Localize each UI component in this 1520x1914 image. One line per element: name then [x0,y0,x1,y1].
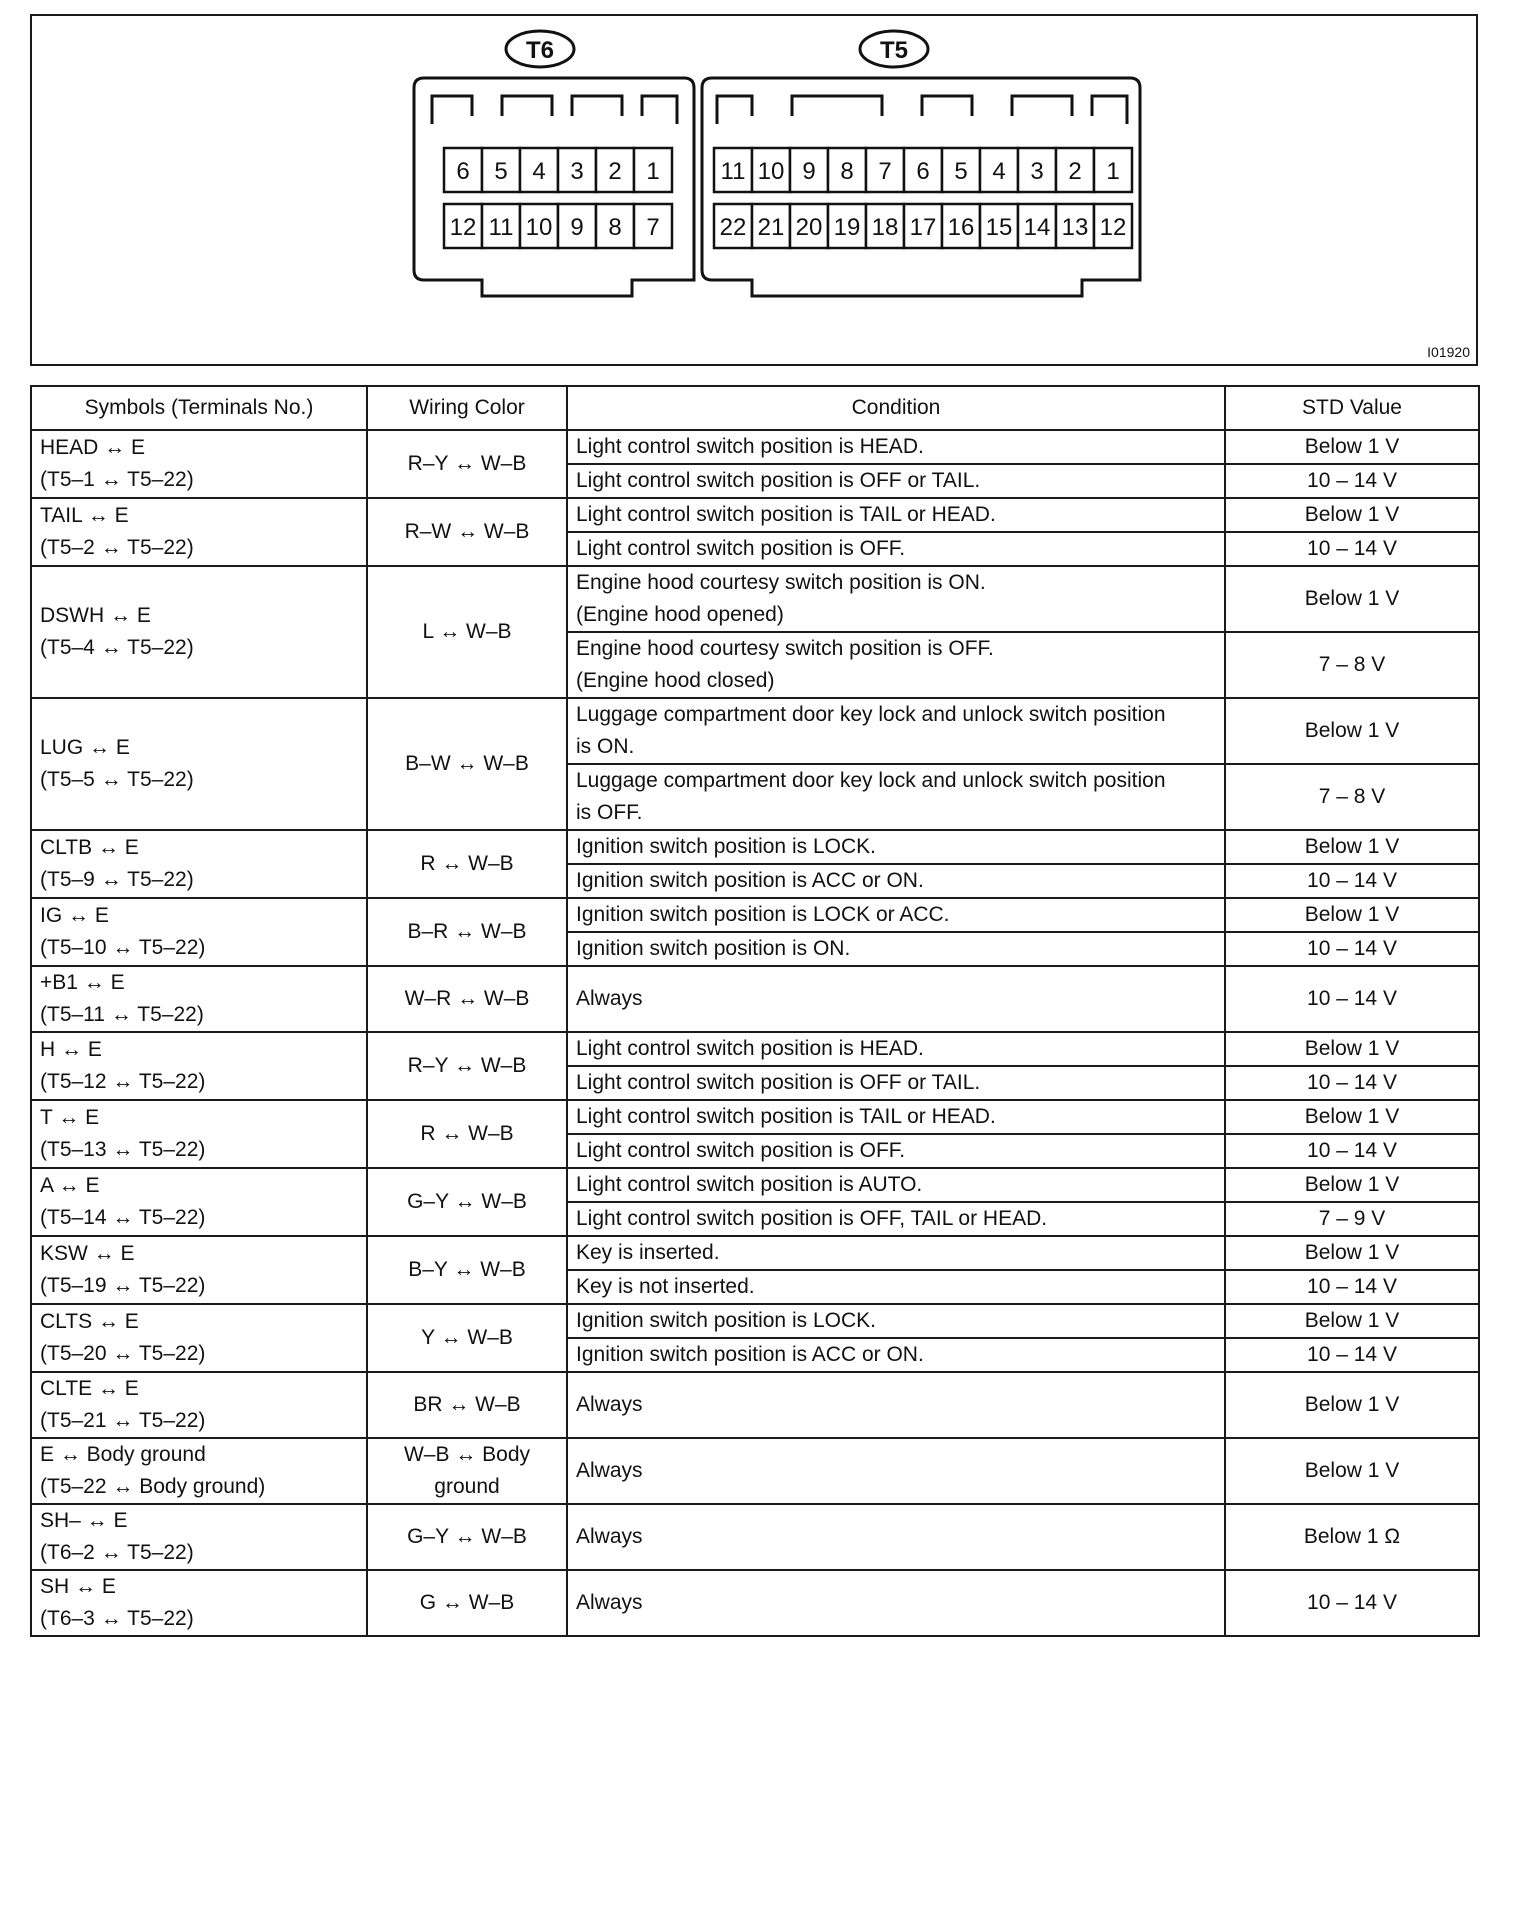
condition-text: Light control switch position is TAIL or HEAD. [576,1105,996,1128]
wiring-color: R–Y ↔ W–B [407,1054,527,1077]
symbol-name: KSW ↔ E [40,1242,135,1265]
symbol-cell [31,698,367,830]
t6-top-pin-number: 4 [532,158,546,185]
t5-top-pin-number: 6 [916,158,930,185]
condition-text-line2: (Engine hood closed) [576,669,775,692]
condition-text: Always [576,1393,643,1416]
table-row [31,698,1479,764]
symbol-name: TAIL ↔ E [40,504,129,527]
symbol-cell [31,1168,367,1236]
symbol-name: LUG ↔ E [40,736,130,759]
condition-cell [567,864,1225,898]
condition-text: Ignition switch position is ACC or ON. [576,1343,924,1366]
symbol-cell [31,1438,367,1504]
std-value: 10 – 14 V [1307,1343,1397,1366]
table-row [31,830,1479,864]
symbol-cell [31,1304,367,1372]
terminal-value-table [30,385,1480,1637]
condition-text: Light control switch position is HEAD. [576,1037,924,1060]
condition-cell [567,830,1225,864]
condition-cell [567,966,1225,1032]
wiring-color: W–R ↔ W–B [404,987,530,1010]
condition-cell [567,1100,1225,1134]
t5-bottom-pin-number: 22 [719,214,747,241]
figure-id: I01920 [1427,344,1470,360]
wiring-color-cell [367,430,567,498]
std-value: 10 – 14 V [1307,987,1397,1010]
t5-top-pin-number: 9 [802,158,816,185]
t5-bottom-pin-number: 21 [757,214,785,241]
std-value: 7 – 9 V [1318,1207,1386,1230]
std-value-cell [1225,1100,1479,1134]
t5-top-pin-number: 5 [954,158,968,185]
wiring-color: G ↔ W–B [419,1591,515,1614]
wiring-color: B–W ↔ W–B [405,752,529,775]
std-value-cell [1225,1134,1479,1168]
t5-top-pin-number: 7 [878,158,892,185]
table-header-row [31,386,1479,430]
condition-cell [567,464,1225,498]
std-value-cell [1225,464,1479,498]
symbol-cell [31,830,367,898]
table-row [31,1570,1479,1636]
condition-cell [567,632,1225,698]
wiring-color-cell [367,898,567,966]
condition-text: Always [576,1591,643,1614]
std-value-cell [1225,1236,1479,1270]
wiring-color-cell [367,1100,567,1168]
wiring-color: BR ↔ W–B [413,1393,521,1416]
terminal-numbers: (T5–11 ↔ T5–22) [40,1003,204,1026]
t5-latches [717,96,1127,124]
condition-cell [567,1438,1225,1504]
t6-top-pin-number: 3 [570,158,584,185]
t5-top-pin-number: 1 [1106,158,1120,185]
wiring-color-cell [367,1438,567,1504]
condition-cell [567,764,1225,830]
condition-text: Ignition switch position is LOCK. [576,835,876,858]
connector-diagram [30,14,1478,366]
wiring-color-cell [367,966,567,1032]
condition-text: Light control switch position is TAIL or HEAD. [576,503,996,526]
condition-text: Light control switch position is HEAD. [576,435,924,458]
condition-cell [567,898,1225,932]
std-value: 10 – 14 V [1307,1071,1397,1094]
condition-cell [567,932,1225,966]
t5-bottom-pin-number: 19 [833,214,861,241]
condition-text: Light control switch position is OFF or TAIL. [576,469,981,492]
t6-top-pin-number: 5 [494,158,508,185]
std-value-cell [1225,1570,1479,1636]
condition-cell [567,1570,1225,1636]
t5-bottom-pin-number: 18 [871,214,899,241]
std-value-cell [1225,632,1479,698]
symbol-cell [31,966,367,1032]
terminal-numbers: (T5–21 ↔ T5–22) [40,1409,206,1432]
std-value: Below 1 V [1304,1105,1400,1128]
wiring-color: G–Y ↔ W–B [407,1190,527,1213]
wiring-color-cell [367,1504,567,1570]
condition-text-line2: (Engine hood opened) [576,603,784,626]
condition-text: Light control switch position is OFF, TAIL or HEAD. [576,1207,1048,1230]
std-value: 10 – 14 V [1307,537,1397,560]
condition-text: Key is inserted. [576,1241,720,1264]
wiring-color-cell [367,1570,567,1636]
symbol-cell [31,1570,367,1636]
wiring-color: R–W ↔ W–B [404,520,530,543]
condition-text: Engine hood courtesy switch position is ON. [576,571,986,594]
condition-cell [567,498,1225,532]
std-value: Below 1 V [1304,587,1400,610]
terminal-numbers: (T5–20 ↔ T5–22) [40,1342,206,1365]
t5-top-pin-number: 4 [992,158,1006,185]
wiring-color-cell [367,1236,567,1304]
connector-drawing [32,16,1476,364]
wiring-color-line2: ground [434,1475,500,1498]
std-value: Below 1 V [1304,903,1400,926]
condition-text: Light control switch position is AUTO. [576,1173,923,1196]
std-value-cell [1225,864,1479,898]
condition-text: Light control switch position is OFF. [576,1139,906,1162]
header-wiring-color: Wiring Color [367,386,567,430]
condition-text-line2: is ON. [576,735,635,758]
std-value: 10 – 14 V [1307,869,1397,892]
terminal-numbers: (T5–9 ↔ T5–22) [40,868,194,891]
std-value: Below 1 V [1304,719,1400,742]
std-value-cell [1225,1504,1479,1570]
table-row [31,1100,1479,1134]
table-row [31,498,1479,532]
condition-cell [567,698,1225,764]
std-value-cell [1225,1032,1479,1066]
std-value-cell [1225,1338,1479,1372]
t6-latches [432,96,677,124]
symbol-name: SH– ↔ E [40,1509,128,1532]
table-row [31,1168,1479,1202]
condition-cell [567,1372,1225,1438]
std-value-cell [1225,1372,1479,1438]
condition-cell [567,1338,1225,1372]
condition-cell [567,1032,1225,1066]
t6-label: T6 [525,37,555,64]
symbol-cell [31,430,367,498]
table-row [31,1372,1479,1438]
t5-top-pin-number: 10 [757,158,785,185]
table-row [31,966,1479,1032]
table-row [31,1438,1479,1504]
header-symbols: Symbols (Terminals No.) [31,386,367,430]
std-value: Below 1 V [1304,1393,1400,1416]
t6-bottom-pin-number: 10 [525,214,553,241]
symbol-name: CLTS ↔ E [40,1310,139,1333]
std-value: Below 1 V [1304,435,1400,458]
condition-cell [567,1134,1225,1168]
t5-bottom-pin-number: 17 [909,214,937,241]
symbol-cell [31,566,367,698]
table-row [31,430,1479,464]
wiring-color: R–Y ↔ W–B [407,452,527,475]
std-value: 10 – 14 V [1307,469,1397,492]
t6-top-pin-number: 2 [608,158,622,185]
std-value-cell [1225,498,1479,532]
condition-cell [567,1304,1225,1338]
condition-text: Ignition switch position is ACC or ON. [576,869,924,892]
symbol-name: IG ↔ E [40,904,109,927]
terminal-numbers: (T6–3 ↔ T5–22) [40,1607,194,1630]
symbol-name: A ↔ E [40,1174,100,1197]
table-body [31,430,1479,1636]
terminal-numbers: (T5–4 ↔ T5–22) [40,636,194,659]
std-value-cell [1225,1168,1479,1202]
symbol-name: +B1 ↔ E [40,971,125,994]
symbol-cell [31,1032,367,1100]
table-row [31,566,1479,632]
std-value: 7 – 8 V [1318,653,1386,676]
wiring-color: R ↔ W–B [420,1122,514,1145]
condition-text: Ignition switch position is LOCK or ACC. [576,903,950,926]
symbol-name: CLTE ↔ E [40,1377,139,1400]
wiring-color: Y ↔ W–B [421,1326,513,1349]
condition-cell [567,1236,1225,1270]
t5-bottom-pin-number: 14 [1023,214,1051,241]
std-value-cell [1225,1270,1479,1304]
std-value-cell [1225,1304,1479,1338]
t6-bottom-pin-number: 11 [488,214,514,241]
std-value-cell [1225,698,1479,764]
condition-cell [567,532,1225,566]
wiring-color: B–Y ↔ W–B [408,1258,526,1281]
std-value: Below 1 V [1304,835,1400,858]
t5-bottom-pin-number: 16 [947,214,975,241]
condition-text: Light control switch position is OFF or TAIL. [576,1071,981,1094]
condition-text: Key is not inserted. [576,1275,755,1298]
terminal-numbers: (T5–10 ↔ T5–22) [40,936,206,959]
condition-cell [567,1504,1225,1570]
symbol-name: SH ↔ E [40,1575,116,1598]
std-value: 10 – 14 V [1307,1275,1397,1298]
wiring-color-cell [367,698,567,830]
std-value: Below 1 V [1304,503,1400,526]
condition-cell [567,1168,1225,1202]
condition-text: Ignition switch position is LOCK. [576,1309,876,1332]
symbol-cell [31,1236,367,1304]
condition-text: Luggage compartment door key lock and unlock switch position [576,703,1166,726]
t6-bottom-pin-number: 7 [646,214,660,241]
symbol-cell [31,1100,367,1168]
std-value: Below 1 V [1304,1241,1400,1264]
std-value: 10 – 14 V [1307,1139,1397,1162]
terminal-numbers: (T5–22 ↔ Body ground) [40,1475,266,1498]
symbol-name: HEAD ↔ E [40,436,146,459]
std-value: Below 1 V [1304,1173,1400,1196]
t5-top-pin-number: 8 [840,158,854,185]
wiring-color-cell [367,1032,567,1100]
std-value-cell [1225,1202,1479,1236]
std-value-cell [1225,898,1479,932]
t5-label: T5 [879,37,909,64]
wiring-color-cell [367,1304,567,1372]
wiring-color-cell [367,830,567,898]
condition-cell [567,1202,1225,1236]
condition-text: Always [576,987,643,1010]
std-value: 10 – 14 V [1307,937,1397,960]
t5-top-pin-number: 11 [720,158,746,185]
std-value-cell [1225,1438,1479,1504]
t5-bottom-pin-number: 20 [795,214,823,241]
std-value-cell [1225,430,1479,464]
wiring-color-cell [367,498,567,566]
std-value-cell [1225,830,1479,864]
symbol-name: CLTB ↔ E [40,836,139,859]
table-row [31,1032,1479,1066]
condition-cell [567,566,1225,632]
table-row [31,1504,1479,1570]
table-row [31,898,1479,932]
condition-cell [567,430,1225,464]
condition-text: Engine hood courtesy switch position is OFF. [576,637,994,660]
wiring-color: B–R ↔ W–B [407,920,527,943]
condition-text: Luggage compartment door key lock and unlock switch position [576,769,1166,792]
symbol-cell [31,898,367,966]
terminal-numbers: (T5–2 ↔ T5–22) [40,536,194,559]
t6-bottom-pin-number: 9 [570,214,584,241]
t5-bottom-pin-number: 12 [1099,214,1127,241]
symbol-cell [31,1372,367,1438]
t5-top-pin-number: 3 [1030,158,1044,185]
t6-top-pin-number: 6 [456,158,470,185]
std-value-cell [1225,532,1479,566]
terminal-numbers: (T6–2 ↔ T5–22) [40,1541,194,1564]
std-value: Below 1 Ω [1303,1525,1401,1548]
terminal-numbers: (T5–14 ↔ T5–22) [40,1206,206,1229]
table-row [31,1304,1479,1338]
symbol-cell [31,1504,367,1570]
terminal-numbers: (T5–1 ↔ T5–22) [40,468,194,491]
condition-text: Light control switch position is OFF. [576,537,906,560]
wiring-color: L ↔ W–B [422,620,512,643]
condition-text: Ignition switch position is ON. [576,937,851,960]
terminal-numbers: (T5–5 ↔ T5–22) [40,768,194,791]
wiring-color-cell [367,1168,567,1236]
std-value: Below 1 V [1304,1309,1400,1332]
wiring-color: G–Y ↔ W–B [407,1525,527,1548]
condition-text: Always [576,1525,643,1548]
symbol-name: E ↔ Body ground [40,1443,206,1466]
std-value-cell [1225,566,1479,632]
t6-bottom-pin-number: 12 [449,214,477,241]
terminal-numbers: (T5–19 ↔ T5–22) [40,1274,206,1297]
std-value: Below 1 V [1304,1037,1400,1060]
std-value: 7 – 8 V [1318,785,1386,808]
wiring-color: R ↔ W–B [420,852,514,875]
header-std-value: STD Value [1225,386,1479,430]
std-value-cell [1225,966,1479,1032]
wiring-color-cell [367,566,567,698]
t5-bottom-pin-number: 13 [1061,214,1089,241]
wiring-color: W–B ↔ Body [403,1443,531,1466]
symbol-name: DSWH ↔ E [40,604,151,627]
symbol-name: T ↔ E [40,1106,100,1129]
condition-cell [567,1066,1225,1100]
t6-top-pin-number: 1 [646,158,660,185]
symbol-cell [31,498,367,566]
condition-text: Always [576,1459,643,1482]
std-value-cell [1225,764,1479,830]
t5-bottom-pin-number: 15 [985,214,1013,241]
t5-top-pin-number: 2 [1068,158,1082,185]
std-value-cell [1225,1066,1479,1100]
std-value: 10 – 14 V [1307,1591,1397,1614]
std-value: Below 1 V [1304,1459,1400,1482]
condition-cell [567,1270,1225,1304]
header-condition: Condition [567,386,1225,430]
terminal-numbers: (T5–12 ↔ T5–22) [40,1070,206,1093]
wiring-color-cell [367,1372,567,1438]
terminal-numbers: (T5–13 ↔ T5–22) [40,1138,206,1161]
condition-text-line2: is OFF. [576,801,643,824]
symbol-name: H ↔ E [40,1038,102,1061]
std-value-cell [1225,932,1479,966]
t6-bottom-pin-number: 8 [608,214,622,241]
table-row [31,1236,1479,1270]
